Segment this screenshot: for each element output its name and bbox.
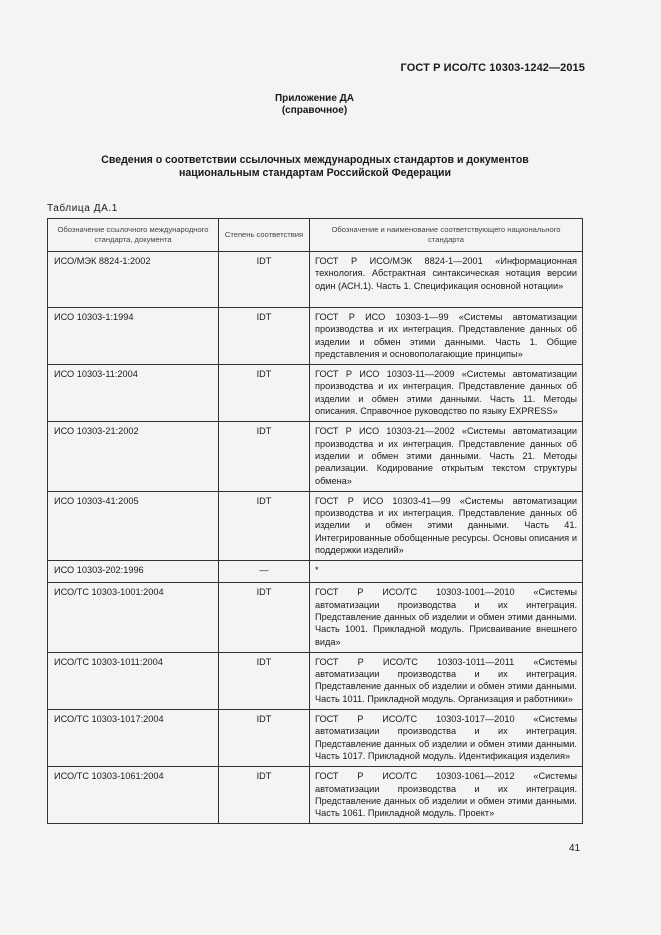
national-standard-cell: ГОСТ Р ИСО/ТС 10303-1011—2011 «Системы автоматизации производства и их интеграция. Представление данных об изделии и обмен этими данными. Часть 1011. Прикладной модуль. Организация и работники» [310,652,583,709]
national-standard-cell: ГОСТ Р ИСО/ТС 10303-1001—2010 «Системы автоматизации производства и их интеграция. Представление данных об изделии и обмен этими данными. Часть 1001. Прикладной модуль. Присваивание внешнего вида» [310,583,583,652]
section-title-line2: национальным стандартам Российской Федерации [178,166,452,179]
national-standard-cell: ГОСТ Р ИСО 10303-41—99 «Системы автоматизации производства и их интеграция. Представление данных об изделии и обмен этими данными. Часть 41. Интегрированные обобщенные ресурсы. Основы описания и поддержки изделий» [310,491,583,560]
appendix-heading [0,93,629,117]
section-title-line1: Сведения о соответствии ссылочных международных стандартов и документов [101,154,529,166]
reference-cell: ИСО/ТС 10303-1017:2004 [48,710,219,767]
correspondence-table [47,218,583,824]
header-reference: Обозначение ссылочного международного стандарта, документа [48,219,219,252]
table-row [48,767,583,824]
table-caption: Таблица ДА.1 [47,203,118,214]
degree-cell: IDT [219,583,310,652]
header-degree: Степень соответствия [219,219,310,252]
degree-cell: IDT [219,308,310,365]
page-number: 41 [569,843,581,854]
reference-cell: ИСО 10303-1:1994 [48,308,219,365]
table-row [48,308,583,365]
table-row [48,710,583,767]
table-row [48,252,583,308]
reference-cell: ИСО/ТС 10303-1001:2004 [48,583,219,652]
table-row [48,491,583,560]
degree-cell: — [219,561,310,583]
national-standard-cell: ГОСТ Р ИСО 10303-11—2009 «Системы автоматизации производства и их интеграция. Представление данных об изделии и обмен этими данными. Часть 11. Методы описания. Справочное руководство по языку EXPRESS» [310,365,583,422]
reference-cell: ИСО 10303-41:2005 [48,491,219,560]
national-standard-cell: ГОСТ Р ИСО/ТС 10303-1017—2010 «Системы автоматизации производства и их интеграция. Представление данных об изделии и обмен этими данными. Часть 1017. Прикладной модуль. Идентификация изделия» [310,710,583,767]
reference-cell: ИСО 10303-21:2002 [48,422,219,491]
reference-cell: ИСО 10303-11:2004 [48,365,219,422]
table-row [48,583,583,652]
table-row [48,422,583,491]
section-title [60,154,570,179]
degree-cell: IDT [219,422,310,491]
reference-cell: ИСО/МЭК 8824-1:2002 [48,252,219,308]
degree-cell: IDT [219,365,310,422]
table-row [48,561,583,583]
national-standard-cell: ГОСТ Р ИСО/ТС 10303-1061—2012 «Системы автоматизации производства и их интеграция. Представление данных об изделии и обмен этими данными. Часть 1061. Прикладной модуль. Проект» [310,767,583,824]
degree-cell: IDT [219,767,310,824]
national-standard-cell: * [310,561,583,583]
appendix-subtitle: (справочное) [281,105,348,116]
document-id: ГОСТ Р ИСО/ТС 10303-1242—2015 [400,62,585,74]
table-header-row [48,219,583,252]
table-row [48,652,583,709]
table-row [48,365,583,422]
national-standard-cell: ГОСТ Р ИСО 10303-21—2002 «Системы автоматизации производства и их интеграция. Представление данных об изделии и обмен этими данными. Часть 21. Методы реализации. Кодирование открытым текстом структуры обмена» [310,422,583,491]
reference-cell: ИСО/ТС 10303-1011:2004 [48,652,219,709]
degree-cell: IDT [219,491,310,560]
national-standard-cell: ГОСТ Р ИСО/МЭК 8824-1—2001 «Информационная технология. Абстрактная синтаксическая нотация версии один (АСН.1). Часть 1. Спецификация основной нотации» [310,252,583,308]
degree-cell: IDT [219,710,310,767]
reference-cell: ИСО 10303-202:1996 [48,561,219,583]
degree-cell: IDT [219,252,310,308]
header-national: Обозначение и наименование соответствующего национального стандарта [310,219,583,252]
degree-cell: IDT [219,652,310,709]
appendix-title: Приложение ДА [274,93,355,104]
reference-cell: ИСО/ТС 10303-1061:2004 [48,767,219,824]
national-standard-cell: ГОСТ Р ИСО 10303-1—99 «Системы автоматизации производства и их интеграция. Представление данных об изделии и обмен этими данными. Часть 1. Общие представления и основополагающие принципы» [310,308,583,365]
